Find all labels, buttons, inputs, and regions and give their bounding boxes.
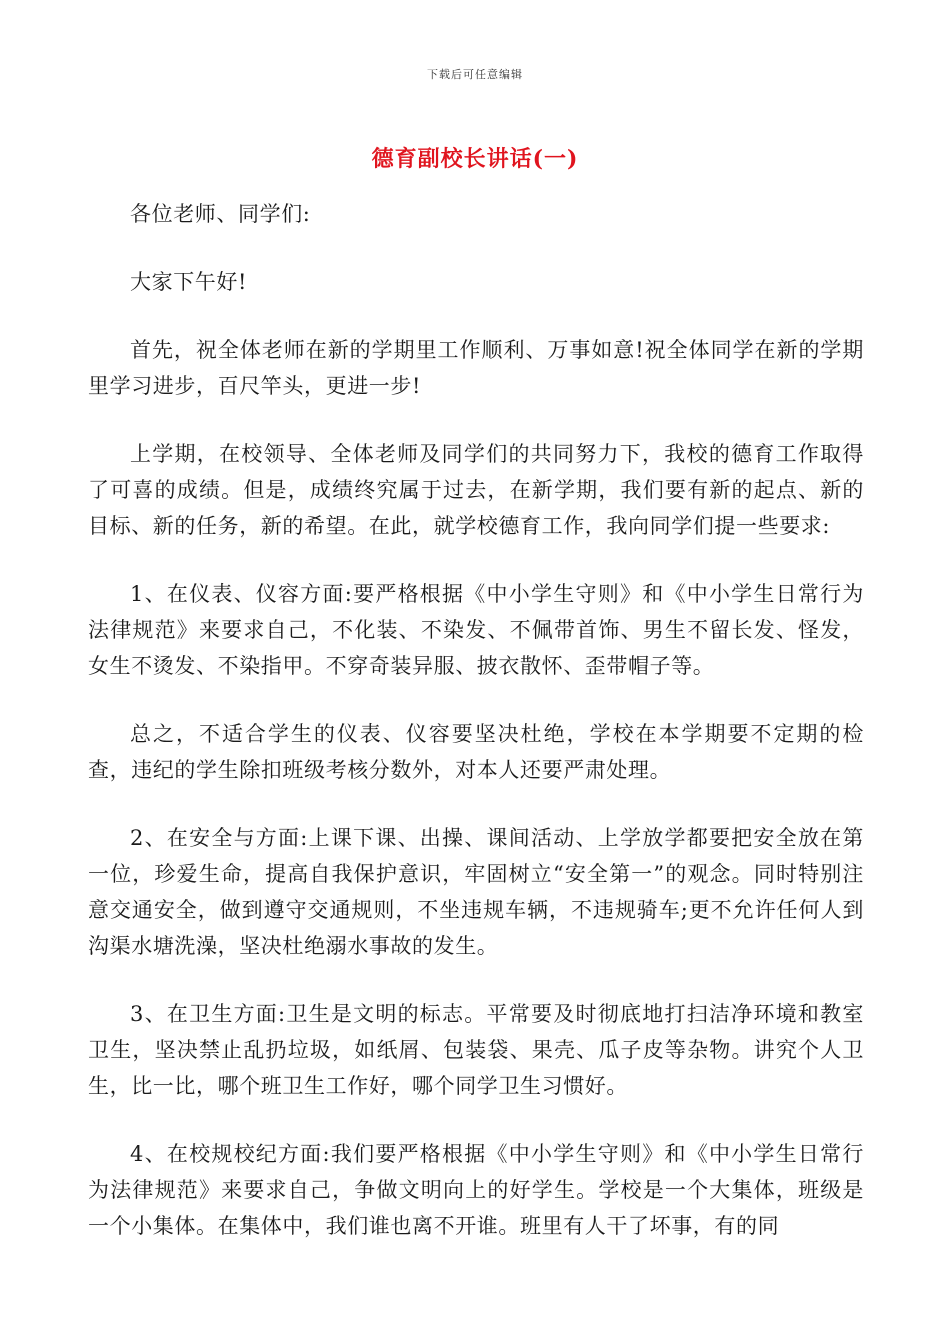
paragraph-greeting: 各位老师、同学们: <box>130 202 311 226</box>
document-title: 德育副校长讲话(一) <box>371 146 579 172</box>
paragraph-safety: 2、在安全与方面:上课下课、出操、课间活动、上学放学都要把安全放在第一位，珍爱生命，提高自我保护意识，牢固树立“安全第一”的观念。同时特别注意交通安全，做到遵守交通规则，不坐违规车辆，不违规骑车;更不允许任何人到沟渠水塘洗澡，坚决杜绝溺水事故的发生。 <box>88 826 864 958</box>
paragraph-summary: 总之，不适合学生的仪表、仪容要坚决杜绝，学校在本学期要不定期的检查，违纪的学生除扣班级考核分数外，对本人还要严肃处理。 <box>88 722 864 782</box>
header-note: 下载后可任意编辑 <box>427 68 523 81</box>
paragraph-hygiene: 3、在卫生方面:卫生是文明的标志。平常要及时彻底地打扫洁净环境和教室卫生，坚决禁止乱扔垃圾，如纸屑、包装袋、果壳、瓜子皮等杂物。讲究个人卫生，比一比，哪个班卫生工作好，哪个同学卫生习惯好。 <box>88 1002 864 1098</box>
paragraph-review: 上学期，在校领导、全体老师及同学们的共同努力下，我校的德育工作取得了可喜的成绩。但是，成绩终究属于过去，在新学期，我们要有新的起点、新的目标、新的任务，新的希望。在此，就学校德育工作，我向同学们提一些要求: <box>88 442 864 538</box>
paragraph-wishes: 首先，祝全体老师在新的学期里工作顺利、万事如意!祝全体同学在新的学期里学习进步，百尺竿头，更进一步! <box>88 338 864 398</box>
document-body <box>88 196 864 1276</box>
paragraph-hello: 大家下午好! <box>130 270 248 294</box>
paragraph-discipline: 4、在校规校纪方面:我们要严格根据《中小学生守则》和《中小学生日常行为法律规范》来要求自己，争做文明向上的好学生。学校是一个大集体，班级是一个小集体。在集体中，我们谁也离不开谁。班里有人干了坏事，有的同 <box>88 1142 864 1238</box>
paragraph-appearance: 1、在仪表、仪容方面:要严格根据《中小学生守则》和《中小学生日常行为法律规范》来要求自己，不化装、不染发、不佩带首饰、男生不留长发、怪发，女生不烫发、不染指甲。不穿奇装异服、披衣散怀、歪带帽子等。 <box>88 582 864 678</box>
